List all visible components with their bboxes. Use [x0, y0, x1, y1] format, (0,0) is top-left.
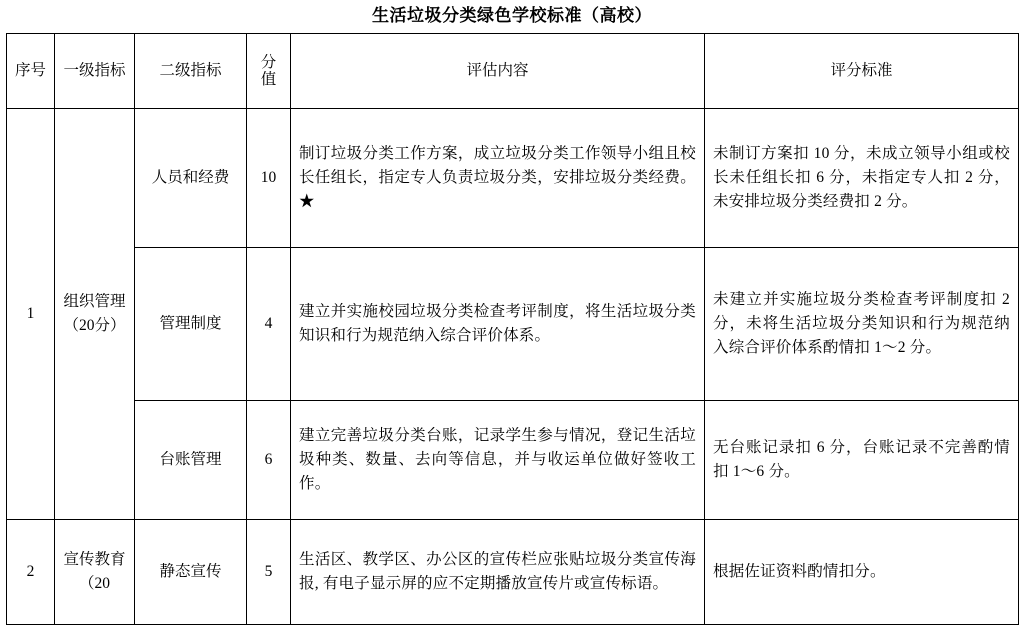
scoring-criteria: 未制订方案扣 10 分，未成立领导小组或校长未任组长扣 6 分，未指定专人扣 2 分，未安排垃圾分类经费扣 2 分。: [705, 109, 1019, 248]
evaluation-content: 生活区、教学区、办公区的宣传栏应张贴垃圾分类宣传海报, 有电子显示屏的应不定期播放宣传片或宣传标语。: [291, 520, 705, 625]
row-number: 2: [7, 520, 55, 625]
evaluation-content: 制订垃圾分类工作方案，成立垃圾分类工作领导小组且校长任组长，指定专人负责垃圾分类，安排垃圾分类经费。★: [291, 109, 705, 248]
level2-indicator: 台账管理: [135, 401, 247, 520]
score-value: 4: [247, 248, 291, 401]
column-header-level2: 二级指标: [135, 34, 247, 109]
column-header-no: 序号: [7, 34, 55, 109]
scoring-criteria: 无台账记录扣 6 分，台账记录不完善酌情扣 1～6 分。: [705, 401, 1019, 520]
scoring-criteria: 未建立并实施垃圾分类检查考评制度扣 2 分，未将生活垃圾分类知识和行为规范纳入综合评价体系酌情扣 1～2 分。: [705, 248, 1019, 401]
level1-indicator: 宣传教育（20: [55, 520, 135, 625]
table-row: [7, 520, 1019, 625]
evaluation-content: 建立完善垃圾分类台账，记录学生参与情况，登记生活垃圾种类、数量、去向等信息，并与收运单位做好签收工作。: [291, 401, 705, 520]
column-header-content: 评估内容: [291, 34, 705, 109]
page-title: 生活垃圾分类绿色学校标准（高校）: [372, 6, 652, 25]
level2-indicator: 人员和经费: [135, 109, 247, 248]
scoring-criteria: 根据佐证资料酌情扣分。: [705, 520, 1019, 625]
column-header-level1: 一级指标: [55, 34, 135, 109]
table-row: [7, 401, 1019, 520]
score-value: 10: [247, 109, 291, 248]
evaluation-content: 建立并实施校园垃圾分类检查考评制度，将生活垃圾分类知识和行为规范纳入综合评价体系。: [291, 248, 705, 401]
row-number: 1: [7, 109, 55, 520]
standards-table: [6, 33, 1019, 625]
level2-indicator: 管理制度: [135, 248, 247, 401]
table-header-row: [7, 34, 1019, 109]
level2-indicator: 静态宣传: [135, 520, 247, 625]
table-row: [7, 248, 1019, 401]
column-header-score: 分值: [247, 34, 291, 109]
score-value: 5: [247, 520, 291, 625]
table-row: [7, 109, 1019, 248]
column-header-criteria: 评分标准: [705, 34, 1019, 109]
score-value: 6: [247, 401, 291, 520]
level1-indicator: 组织管理（20分）: [55, 109, 135, 520]
